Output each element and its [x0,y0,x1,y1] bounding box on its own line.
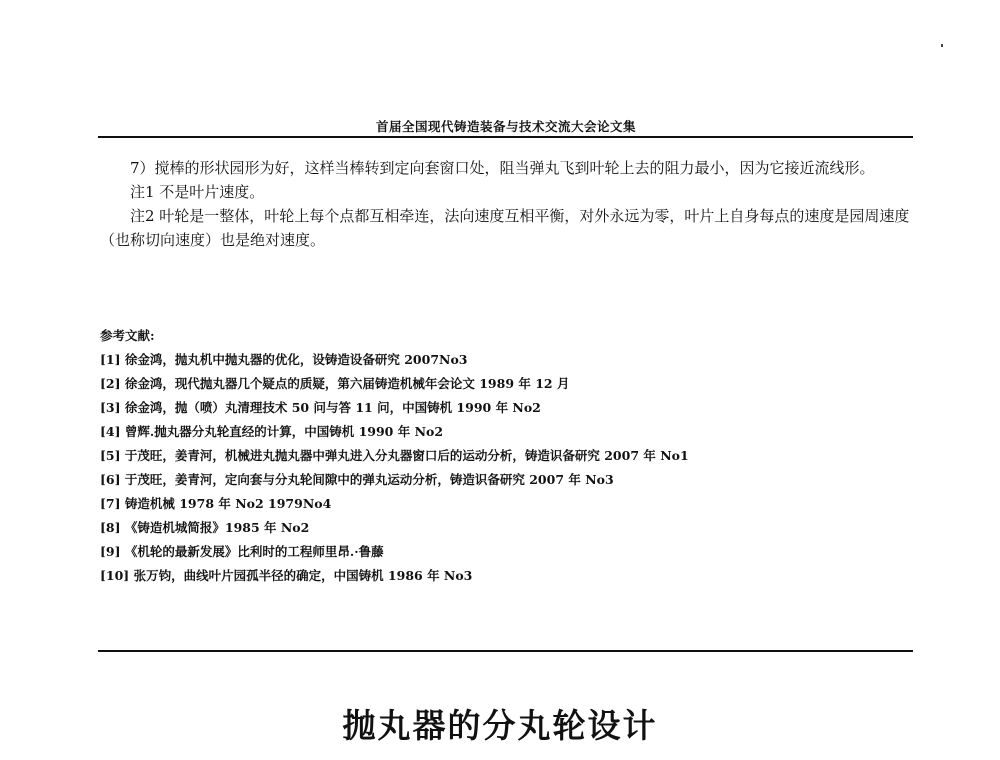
paragraph-7: 7）搅棒的形状园形为好，这样当棒转到定向套窗口处，阻当弹丸飞到叶轮上去的阻力最小，因为它接近流线形。 [130,159,875,177]
references-heading: 参考文献: [100,328,155,343]
references-section [100,324,910,588]
reference-item: [9] 《机轮的最新发展》比利时的工程师里昂.·鲁藤 [100,544,384,559]
next-paper-title: 抛丸器的分丸轮设计 [342,706,658,745]
running-header: 首届全国现代铸造装备与技术交流大会论文集 [375,119,636,134]
reference-item: [2] 徐金鸿，现代抛丸器几个疑点的质疑，第六届铸造机械年会论文 1989 年 12 月 [100,376,570,391]
note-2: 注2 叶轮是一整体，叶轮上每个点都互相牵连，法向速度互相平衡，对外永远为零，叶片上自身每点的速度是园周速度（也称切向速度）也是绝对速度。 [100,207,910,249]
reference-item: [1] 徐金鸿，抛丸机中抛丸器的优化，设铸造设备研究 2007No3 [100,352,468,367]
body-text [100,156,910,252]
reference-item: [8] 《铸造机城简报》1985 年 No2 [100,520,310,535]
reference-item: [7] 铸造机械 1978 年 No2 1979No4 [100,496,332,511]
scan-speck [941,44,943,47]
note-1: 注1 不是叶片速度。 [130,183,265,201]
reference-item: [5] 于茂旺，姜青河，机械进丸抛丸器中弹丸进入分丸器窗口后的运动分析，铸造识备研究 2007 年 No1 [100,448,689,463]
references-list [100,348,910,588]
reference-item: [3] 徐金鸿，抛（喷）丸清理技术 50 问与答 11 问，中国铸机 1990 年 No2 [100,400,541,415]
reference-item: [6] 于茂旺，姜青河，定向套与分丸轮间隙中的弹丸运动分析，铸造识备研究 2007 年 No3 [100,472,614,487]
section-end-rule [98,650,913,652]
reference-item: [4] 曾辉.抛丸器分丸轮直经的计算，中国铸机 1990 年 No2 [100,424,444,439]
reference-item: [10] 张万钧，曲线叶片园孤半径的确定，中国铸机 1986 年 No3 [100,568,473,583]
header-rule [98,136,913,138]
